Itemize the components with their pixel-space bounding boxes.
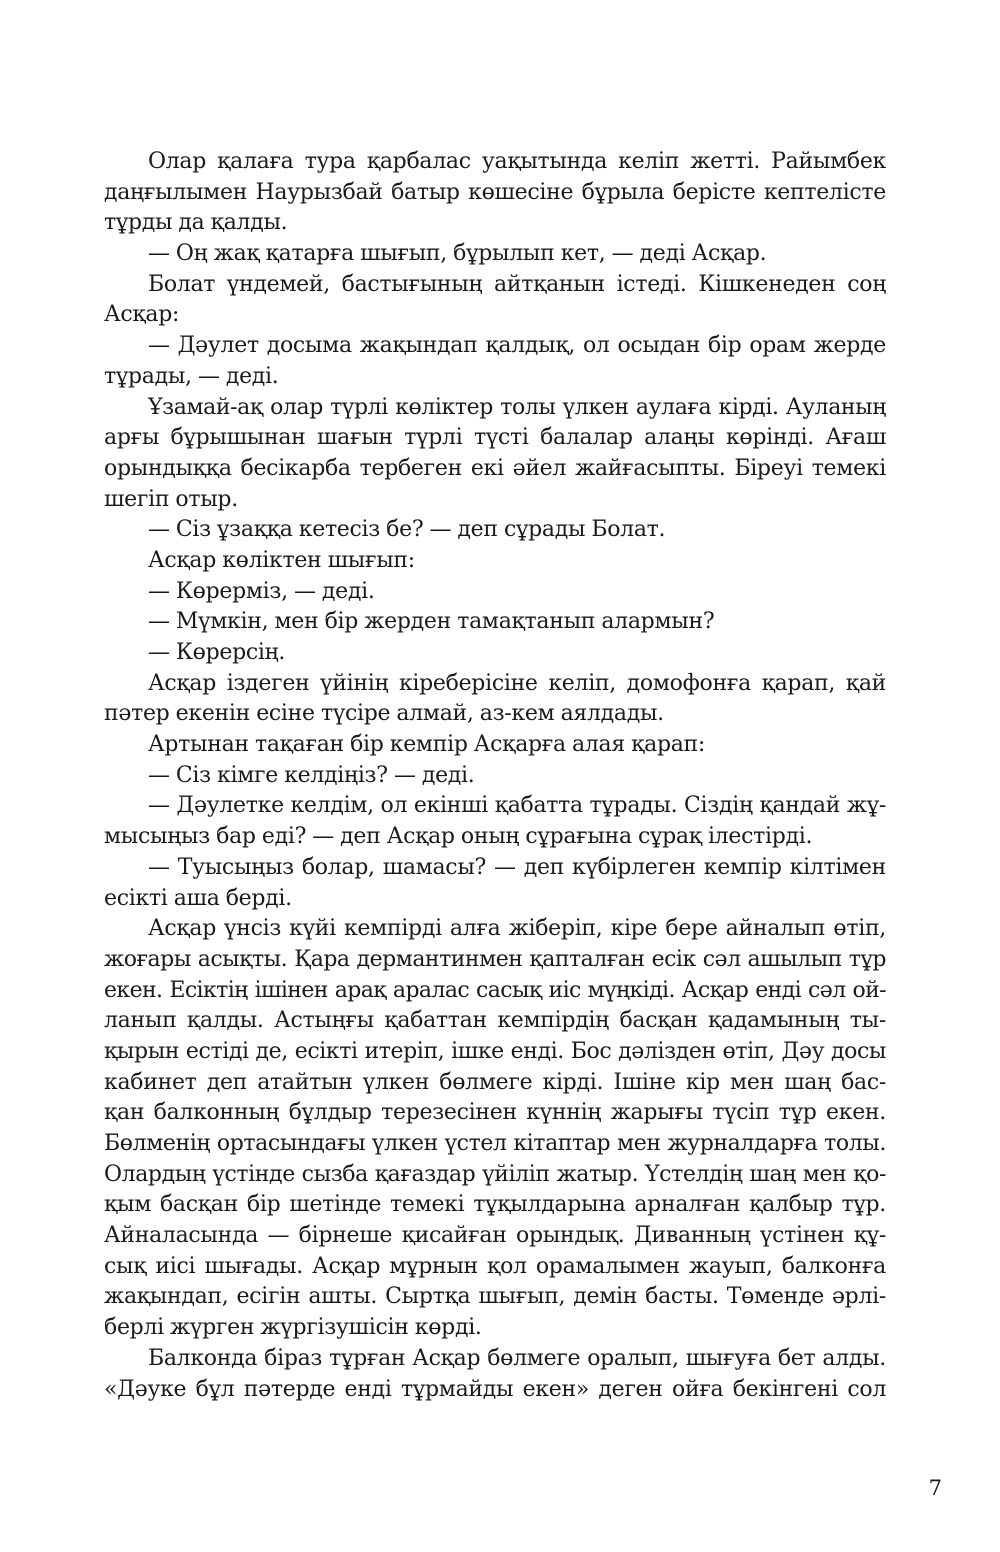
text-line: Ұзамай-ақ олар түрлі көліктер толы үлкен аулаға кірді. Ауланың [148,394,886,420]
text-line: қым басқан бір шетінде темекі тұқылдарына арналған қалбыр тұр. [104,1192,886,1218]
text-line: арғы бұрышынан шағын түрлі түсті балалар алаңы көрінді. Ағаш [104,425,886,451]
text-line: Асқар: [104,302,180,328]
text-line: «Дәуке бұл пәтерде енді тұрмайды екен» деген ойға бекінгені сол [104,1376,886,1402]
text-line: Бөлменің ортасындағы үлкен үстел кітаптар мен журналдарға толы. [104,1131,886,1156]
text-line: қан балконның бұлдыр терезесінен күннің жарығы түсіп тұр екен. [104,1100,886,1126]
page-body-text [104,147,886,1405]
text-line: — Көрерсің. [148,640,286,665]
text-line: жоғары асықты. Қара дермантинмен қапталған есік сәл ашылып тұр [104,946,886,972]
text-line: есікті аша берді. [104,885,292,911]
text-line: даңғылымен Наурызбай батыр көшесіне бұрыла берісте кептелісте [104,179,886,205]
text-line: Болат үндемей, бастығының айтқанын істеді. Кішкенеден соң [148,271,886,297]
page-number: 7 [928,1476,942,1500]
text-line: Айналасында — бірнеше қисайған орындық. Диванның үстінен құ- [104,1223,886,1249]
text-line: — Дәулетке келдім, ол екінші қабатта тұрады. Сіздің қандай жұ- [148,793,886,819]
text-line: шегіп отыр. [104,486,238,512]
text-line: қырын естіді де, есікті итеріп, ішке енді. Бос дәлізден өтіп, Дәу досы [104,1038,886,1064]
text-line: берлі жүрген жүргізушісін көрді. [104,1315,482,1341]
text-line: — Мүмкін, мен бір жерден тамақтанып алармын? [148,609,715,635]
text-line: тұрды да қалды. [104,210,288,236]
text-line: Асқар іздеген үйінің кіреберісіне келіп, домофонға қарап, қай [148,670,886,696]
text-line: Асқар үнсіз күйі кемпірді алға жіберіп, кіре бере айналып өтіп, [148,916,886,942]
text-line: екен. Есіктің ішінен арақ аралас сасық иіс мүңкіді. Асқар енді сәл ой- [104,977,886,1003]
text-line: Олардың үстінде сызба қағаздар үйіліп жатыр. Үстелдің шаң мен қо- [104,1161,886,1187]
text-line: сық иісі шығады. Асқар мұрнын қол орамалымен жауып, балконға [104,1253,886,1279]
text-line: Артынан тақаған бір кемпір Асқарға алая қарап: [148,732,706,758]
text-line: пәтер екенін есіне түсіре алмай, аз-кем аялдады. [104,701,664,727]
text-line: мысыңыз бар еді? — деп Асқар оның сұрағына сұрақ ілестірді. [104,824,813,850]
text-line: — Оң жақ қатарға шығып, бұрылып кет, — деді Асқар. [148,241,767,267]
text-line: — Сіз кімге келдіңіз? — деді. [148,762,475,788]
text-line: — Сіз ұзаққа кетесіз бе? — деп сұрады Болат. [148,517,666,543]
text-line: Балконда біраз тұрған Асқар бөлмеге оралып, шығуға бет алды. [148,1345,886,1371]
text-line: кабинет деп атайтын үлкен бөлмеге кірді. Ішіне кір мен шаң бас- [104,1069,886,1095]
text-line: Олар қалаға тура қарбалас уақытында келіп жетті. Райымбек [148,149,886,174]
text-line: — Дәулет досыма жақындап қалдық, ол осыдан бір орам жерде [148,333,886,359]
text-line: орындыққа бесікарба тербеген екі әйел жайғасыпты. Біреуі темекі [104,455,886,481]
text-line: Асқар көліктен шығып: [148,547,415,573]
text-line: — Көрерміз, — деді. [148,578,375,604]
text-line: — Туысыңыз болар, шамасы? — деп күбірлеген кемпір кілтімен [148,854,886,880]
text-line: тұрады, — деді. [104,363,279,389]
text-line: ланып қалды. Астыңғы қабаттан кемпірдің басқан қадамының ты- [104,1008,886,1034]
text-line: жақындап, есігін ашты. Сыртқа шығып, демін басты. Төменде әрлі- [104,1284,886,1310]
